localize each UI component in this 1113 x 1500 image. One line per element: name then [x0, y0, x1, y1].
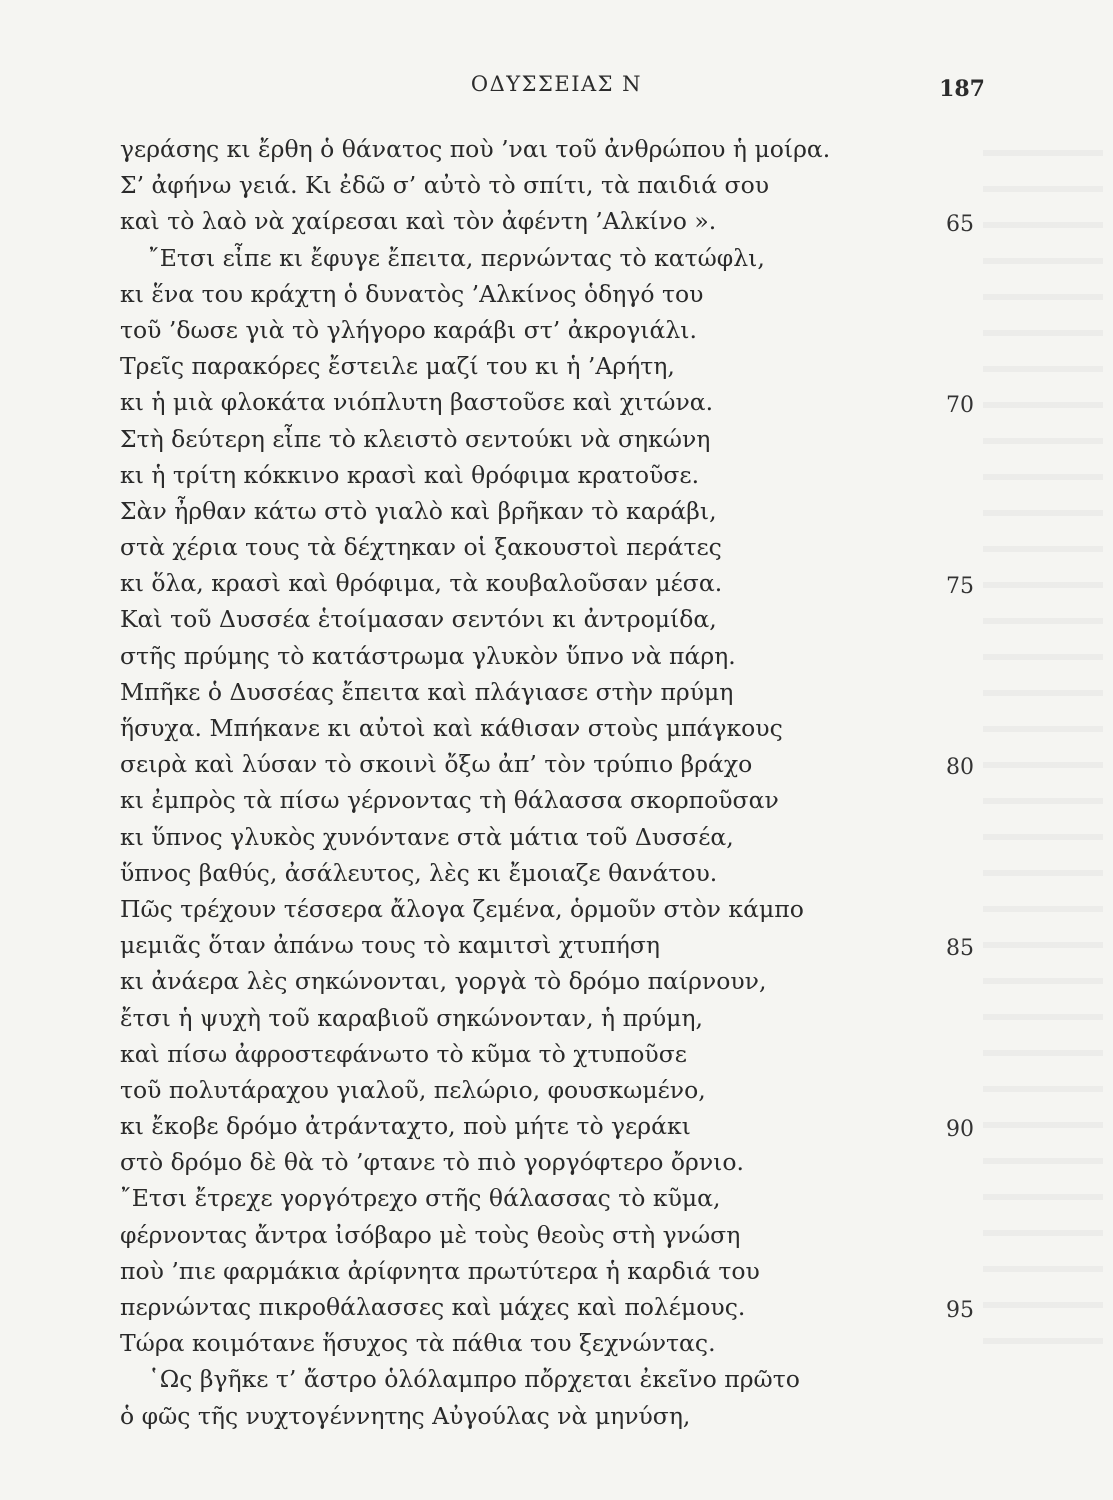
verse-text: καὶ πίσω ἀφροστεφάνωτο τὸ κῦμα τὸ χτυποῦσε: [120, 1039, 687, 1068]
verse-text: γεράσης κι ἔρθη ὁ θάνατος ποὺ ’ναι τοῦ ἀνθρώπου ἡ μοίρα.: [120, 135, 831, 163]
verse-line: [120, 638, 1000, 674]
verse-line: [120, 167, 1000, 203]
line-number: 90: [946, 1117, 974, 1143]
verse-text: τοῦ ’δωσε γιὰ τὸ γλήγορο καράβι στ’ ἀκρογιάλι.: [120, 315, 697, 344]
verse-line: [120, 855, 1000, 891]
verse-line: [120, 457, 1000, 493]
verse-line: [120, 782, 1000, 818]
show-through-text: [983, 120, 1103, 1370]
verse-text: Τώρα κοιμότανε ἥσυχος τὰ πάθια του ξεχνώντας.: [120, 1329, 716, 1358]
verse-line: [120, 1036, 1000, 1072]
line-number: 70: [946, 393, 974, 419]
verse-text: κι ἐμπρὸς τὰ πίσω γέρνοντας τὴ θάλασσα σκορποῦσαν: [120, 786, 779, 815]
line-number: 65: [946, 212, 974, 238]
verse-line: [120, 963, 1000, 999]
verse-text: ὁ φῶς τῆς νυχτογέννητης Αὐγούλας νὰ μηνύση,: [120, 1401, 691, 1430]
verse-line: [120, 1398, 1000, 1434]
verse-line: [120, 819, 1000, 855]
verse-text: κι ἔκοβε δρόμο ἀτράνταχτο, ποὺ μήτε τὸ γεράκι: [120, 1112, 691, 1141]
line-number: 85: [946, 936, 974, 962]
verse-line: [120, 674, 1000, 710]
verse-line: [120, 927, 1000, 963]
verse-text: καὶ τὸ λαὸ νὰ χαίρεσαι καὶ τὸν ἀφέντη ’Αλκίνο ».: [120, 207, 717, 236]
verse-text: κι ὅλα, κρασὶ καὶ θρόφιμα, τὰ κουβαλοῦσαν μέσα.: [120, 569, 723, 598]
verse-text: ῎Ετσι ἔτρεχε γοργότρεχο στῆς θάλασσας τὸ κῦμα,: [120, 1184, 721, 1213]
verse-line: [120, 1144, 1000, 1180]
verse-text: σειρὰ καὶ λύσαν τὸ σκοινὶ ὄξω ἀπ’ τὸν τρύπιο βράχο: [120, 750, 753, 779]
verse-text: Τρεῖς παρακόρες ἔστειλε μαζί του κι ἡ ’Αρήτη,: [120, 352, 675, 381]
verse-text: ὕπνος βαθύς, ἀσάλευτος, λὲς κι ἔμοιαζε θανάτου.: [120, 858, 718, 887]
verse-text: κι ἕνα του κράχτη ὁ δυνατὸς ’Αλκίνος ὁδηγό του: [120, 279, 704, 308]
verse-text: τοῦ πολυτάραχου γιαλοῦ, πελώριο, φουσκωμένο,: [120, 1075, 706, 1104]
verse-line: [120, 601, 1000, 637]
verse-text: μεμιᾶς ὅταν ἀπάνω τους τὸ καμιτσὶ χτυπήση: [120, 931, 660, 960]
verse-line: [120, 240, 1000, 276]
verse-line: [120, 891, 1000, 927]
running-head: ΟΔΥΣΣΕΙΑΣ Ν: [470, 72, 643, 96]
verse-text: κι ἡ μιὰ φλοκάτα νιόπλυτη βαστοῦσε καὶ χιτώνα.: [120, 388, 714, 417]
verse-line: [120, 421, 1000, 457]
verse-line: [120, 348, 1000, 384]
verse-line: [120, 203, 1000, 239]
verse-line: [120, 276, 1000, 312]
verse-text: στὸ δρόμο δὲ θὰ τὸ ’φτανε τὸ πιὸ γοργόφτερο ὄρνιο.: [120, 1148, 744, 1177]
verse-line: [120, 312, 1000, 348]
verse-text: φέρνοντας ἄντρα ἰσόβαρο μὲ τοὺς θεοὺς στὴ γνώση: [120, 1220, 741, 1249]
verse-text: Σ’ ἀφήνω γειά. Κι ἐδῶ σ’ αὐτὸ τὸ σπίτι, τὰ παιδιά σου: [120, 171, 770, 200]
verse-text: ἔτσι ἡ ψυχὴ τοῦ καραβιοῦ σηκώνονταν, ἡ πρύμη,: [120, 1003, 703, 1032]
verse-text: κι ἡ τρίτη κόκκινο κρασὶ καὶ θρόφιμα κρατοῦσε.: [120, 460, 700, 489]
verse-line: [120, 1180, 1000, 1216]
verse-line: [120, 529, 1000, 565]
line-number: 80: [946, 755, 974, 781]
verse-line: [120, 493, 1000, 529]
poem-text: [120, 131, 1000, 1434]
page-number: 187: [939, 76, 985, 102]
verse-line: [120, 710, 1000, 746]
line-number: 95: [946, 1298, 974, 1323]
verse-text: στῆς πρύμης τὸ κατάστρωμα γλυκὸν ὕπνο νὰ πάρη.: [120, 641, 736, 670]
line-number: 75: [946, 574, 974, 600]
verse-text: περνώντας πικροθάλασσες καὶ μάχες καὶ πολέμους.: [120, 1293, 746, 1321]
verse-line: [120, 384, 1000, 420]
verse-text: ῎Ετσι εἶπε κι ἔφυγε ἔπειτα, περνώντας τὸ κατώφλι,: [148, 243, 765, 272]
verse-line: [120, 1253, 1000, 1289]
verse-text: κι ἀνάερα λὲς σηκώνονται, γοργὰ τὸ δρόμο παίρνουν,: [120, 967, 767, 996]
verse-line: [120, 1000, 1000, 1036]
verse-line: [120, 746, 1000, 782]
verse-line: [120, 131, 1000, 167]
verse-text: ῾Ως βγῆκε τ’ ἄστρο ὁλόλαμπρο πὄρχεται ἐκεῖνο πρῶτο: [148, 1365, 800, 1394]
verse-line: [120, 1072, 1000, 1108]
verse-line: [120, 1325, 1000, 1361]
verse-text: κι ὕπνος γλυκὸς χυνόντανε στὰ μάτια τοῦ Δυσσέα,: [120, 822, 734, 851]
verse-line: [120, 1289, 1000, 1325]
verse-text: Σὰν ἦρθαν κάτω στὸ γιαλὸ καὶ βρῆκαν τὸ καράβι,: [120, 496, 717, 525]
verse-text: Καὶ τοῦ Δυσσέα ἑτοίμασαν σεντόνι κι ἀντρομίδα,: [120, 605, 717, 634]
verse-text: Στὴ δεύτερη εἶπε τὸ κλειστὸ σεντούκι νὰ σηκώνη: [120, 424, 711, 453]
verse-text: στὰ χέρια τους τὰ δέχτηκαν οἱ ξακουστοὶ περάτες: [120, 533, 722, 562]
verse-text: Πῶς τρέχουν τέσσερα ἄλογα ζεμένα, ὁρμοῦν στὸν κάμπο: [120, 894, 804, 923]
verse-line: [120, 1108, 1000, 1144]
verse-text: ἥσυχα. Μπήκανε κι αὐτοὶ καὶ κάθισαν στοὺς μπάγκους: [120, 714, 783, 742]
verse-line: [120, 1361, 1000, 1397]
verse-text: Μπῆκε ὁ Δυσσέας ἔπειτα καὶ πλάγιασε στὴν πρύμη: [120, 677, 734, 706]
verse-line: [120, 1217, 1000, 1253]
verse-line: [120, 565, 1000, 601]
verse-text: ποὺ ’πιε φαρμάκια ἀρίφνητα πρωτύτερα ἡ καρδιά του: [120, 1256, 760, 1285]
